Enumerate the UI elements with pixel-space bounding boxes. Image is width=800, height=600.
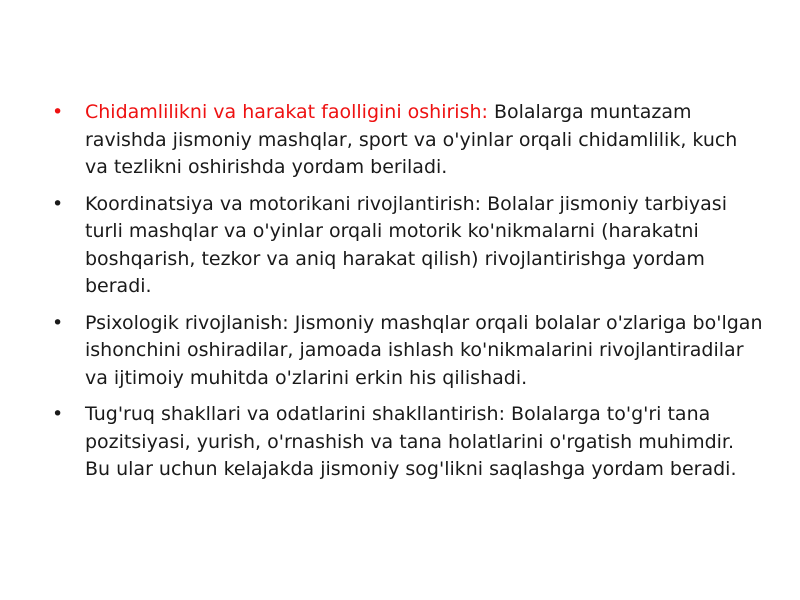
bullet-dot-icon: • [52, 192, 64, 215]
bullet-dot-icon: • [52, 311, 64, 334]
bullet-dot-icon: • [52, 101, 64, 123]
bullet-body: Bolalar jismoniy tarbiyasi turli mashqlar va o'yinlar orqali motorik ko'nikmalarni (harakatni boshqarish, tezkor va aniq harakat qilish) rivojlantirishga yordam beradi. [85, 192, 727, 297]
bullet-item-endurance [52, 99, 764, 182]
bullet-item-posture [52, 401, 764, 484]
bullet-list [52, 99, 764, 493]
bullet-lead: Chidamlilikni va harakat faolligini oshirish: [85, 101, 488, 123]
bullet-body: Bolalarga muntazam ravishda jismoniy mashqlar, sport va o'yinlar orqali chidamlilik, kuch va tezlikni oshirishda yordam beriladi. [85, 101, 738, 178]
bullet-item-psychology [52, 310, 764, 393]
bullet-body: Jismoniy mashqlar orqali bolalar o'zlariga bo'lgan ishonchini oshiradilar, jamoada ishlash ko'nikmalarini rivojlantiradilar va ijtimoiy muhitda o'zlarini erkin his qilishadi. [85, 311, 763, 389]
bullet-body: Bolalarga to'g'ri tana pozitsiyasi, yurish, o'rnashish va tana holatlarini o'rgatish muhimdir. Bu ular uchun kelajakda jismoniy sog'likni saqlashga yordam beradi. [85, 403, 737, 480]
bullet-lead: Tug'ruq shakllari va odatlarini shakllantirish: [85, 403, 505, 425]
bullet-lead: Koordinatsiya va motorikani rivojlantirish: [85, 192, 482, 215]
bullet-lead: Psixologik rivojlanish: [85, 311, 289, 334]
bullet-item-coordination [52, 191, 764, 301]
bullet-dot-icon: • [52, 403, 64, 425]
